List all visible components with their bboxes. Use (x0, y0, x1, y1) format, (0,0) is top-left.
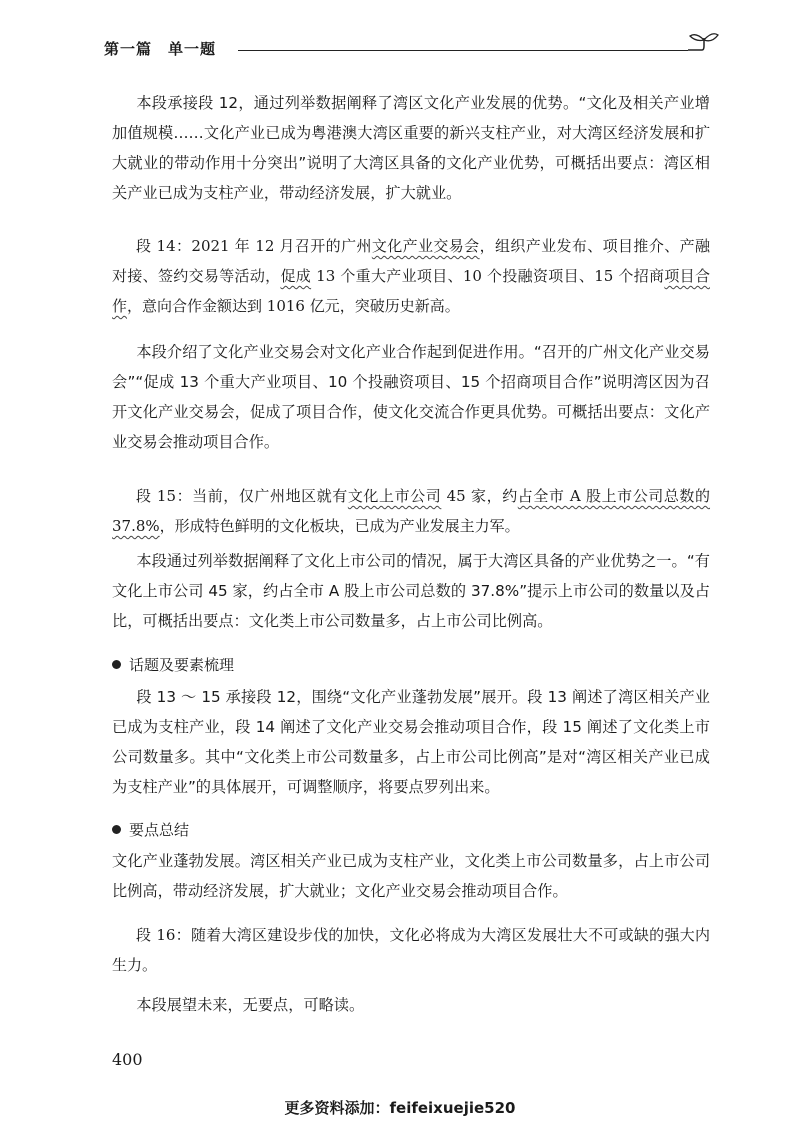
analysis-paragraph-16: 本段展望未来，无要点，可略读。 (136, 996, 365, 1014)
source-paragraph-16: 段 16：随着大湾区建设步伐的加快，文化必将成为大湾区发展壮大不可或缺的强大内生力。 (112, 926, 710, 974)
p14-text-c: 13 个重大产业项目、10 个投融资项目、15 个招商 (311, 267, 665, 285)
topic-summary-paragraph: 段 13 ～ 15 承接段 12，围绕“文化产业蓬勃发展”展开。段 13 阐述了湾区相关产业已成为支柱产业，段 14 阐述了文化产业交易会推动项目合作，段 15 阐述了文化类上市公司数量多。其中“文化类上市公司数量多，占上市公司比例高”是对“湾区相关产业已成为支柱产业”的具体展开，可调整顺序，将要点罗列出来。 (112, 688, 710, 796)
footer-note: 更多资料添加：feifeixuejie520 (284, 1099, 516, 1117)
section-heading-topic (112, 653, 234, 677)
running-header (70, 38, 720, 68)
p15-underline-2: 占全市 A 股上市公司总数的 37.8% (112, 487, 711, 535)
p14-underline-2: 促成 (280, 267, 312, 285)
analysis-paragraph-15: 本段通过列举数据阐释了文化上市公司的情况，属于大湾区具备的产业优势之一。“有文化上市公司 45 家，约占全市 A 股上市公司总数的 37.8%”提示上市公司的数量以及占比，可概括出要点：文化类上市公司数量多，占上市公司比例高。 (112, 552, 710, 630)
analysis-paragraph-13: 本段承接段 12，通过列举数据阐释了湾区文化产业发展的优势。“文化及相关产业增加值规模……文化产业已成为粤港澳大湾区重要的新兴支柱产业，对大湾区经济发展和扩大就业的带动作用十分突出”说明了大湾区具备的文化产业优势，可概括出要点：湾区相关产业已成为支柱产业，带动经济发展，扩大就业。 (112, 94, 710, 202)
p15-text-a: 段 15：当前，仅广州地区就有 (136, 487, 348, 505)
header-title: 第一篇 单一题 (104, 40, 217, 58)
p14-underline-1: 文化产业交易会 (371, 237, 480, 255)
sprout-icon (682, 30, 722, 64)
page-number: 400 (112, 1050, 143, 1069)
header-rule (238, 50, 688, 51)
p14-text-a: 段 14：2021 年 12 月召开的广州 (136, 237, 372, 255)
p15-text-b: 45 家，约 (441, 487, 518, 505)
source-paragraph-15 (112, 481, 710, 541)
p14-underline-3: 项目合作 (112, 267, 710, 315)
p14-text-b: ，组织产业发布、项目推介、产融对接、签约交易等活动， (112, 237, 710, 285)
p15-text-c: ，形成特色鲜明的文化板块，已成为产业发展主力军。 (159, 517, 520, 535)
section-heading-points-label: 要点总结 (129, 821, 190, 839)
bullet-icon (112, 660, 121, 669)
key-points-paragraph: 文化产业蓬勃发展。湾区相关产业已成为支柱产业，文化类上市公司数量多，占上市公司比例高，带动经济发展，扩大就业；文化产业交易会推动项目合作。 (112, 852, 710, 900)
analysis-paragraph-14: 本段介绍了文化产业交易会对文化产业合作起到促进作用。“召开的广州文化产业交易会”“促成 13 个重大产业项目、10 个投融资项目、15 个招商项目合作”说明湾区因为召开文化产业交易会，促成了项目合作，使文化交流合作更具优势。可概括出要点：文化产业交易会推动项目合作。 (112, 343, 710, 451)
section-heading-topic-label: 话题及要素梳理 (129, 656, 235, 674)
source-paragraph-14 (112, 231, 710, 321)
p14-text-d: ，意向合作金额达到 1016 亿元，突破历史新高。 (127, 297, 460, 315)
section-heading-points (112, 818, 189, 842)
p15-underline-1: 文化上市公司 (347, 487, 442, 505)
bullet-icon (112, 825, 121, 834)
